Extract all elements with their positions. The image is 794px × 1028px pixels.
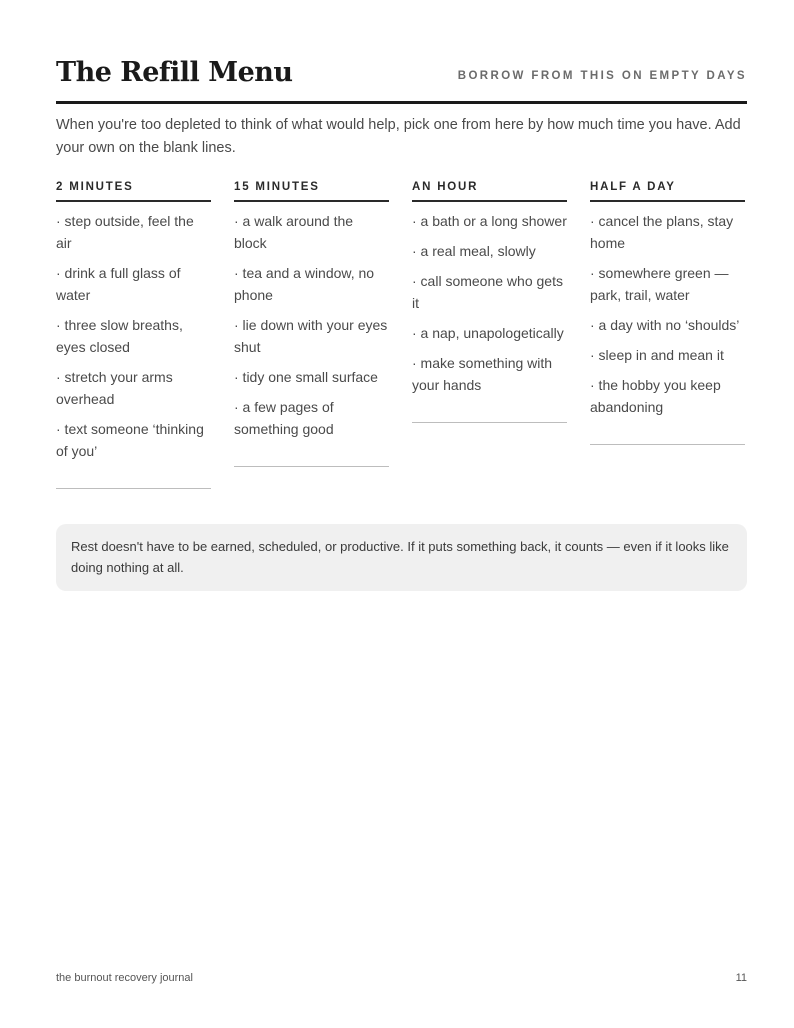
page-number: 11 <box>735 972 747 984</box>
blank-write-in-line <box>590 444 745 445</box>
list-item: · cancel the plans, stay home <box>590 213 734 251</box>
list-item: · somewhere green — park, trail, water <box>590 265 729 303</box>
column-2-minutes <box>56 178 211 489</box>
list-item: · a few pages of something good <box>234 399 334 437</box>
blank-write-in-line <box>412 422 567 423</box>
blank-write-in-line <box>56 488 211 489</box>
list-item: · three slow breaths, eyes closed <box>56 317 183 355</box>
list-item: · stretch your arms overhead <box>56 369 173 407</box>
footer-book-title: the burnout recovery journal <box>56 972 193 984</box>
list-item: · step outside, feel the air <box>56 213 194 251</box>
list-item: · the hobby you keep abandoning <box>590 377 721 415</box>
page-header <box>56 52 747 104</box>
page-subtitle: BORROW FROM THIS ON EMPTY DAYS <box>457 70 747 82</box>
item-list <box>412 202 567 396</box>
list-item: · sleep in and mean it <box>590 347 724 363</box>
page-title: The Refill Menu <box>56 57 293 88</box>
list-item: · a real meal, slowly <box>412 243 536 259</box>
list-item: · a day with no ‘shoulds’ <box>590 317 740 333</box>
list-item: · lie down with your eyes shut <box>234 317 388 355</box>
column-half-a-day <box>590 178 745 489</box>
list-item: · tidy one small surface <box>234 369 378 385</box>
item-list <box>234 202 389 440</box>
column-an-hour <box>412 178 567 489</box>
rest-note-callout: Rest doesn't have to be earned, scheduled, or productive. If it puts something back, it counts — even if it looks like doing nothing at all. <box>56 524 747 591</box>
list-item: · drink a full glass of water <box>56 265 181 303</box>
blank-write-in-line <box>234 466 389 467</box>
item-list <box>590 202 745 418</box>
item-list <box>56 202 211 462</box>
column-heading: 2 MINUTES <box>56 178 211 202</box>
journal-page <box>56 0 747 1028</box>
column-heading: HALF A DAY <box>590 178 745 202</box>
column-heading: 15 MINUTES <box>234 178 389 202</box>
refill-columns <box>56 178 747 489</box>
list-item: · a nap, unapologetically <box>412 325 564 341</box>
list-item: · make something with your hands <box>412 355 553 393</box>
list-item: · a bath or a long shower <box>412 213 567 229</box>
column-15-minutes <box>234 178 389 489</box>
list-item: · a walk around the block <box>234 213 354 251</box>
list-item: · text someone ‘thinking of you’ <box>56 421 204 459</box>
list-item: · tea and a window, no phone <box>234 265 375 303</box>
column-heading: AN HOUR <box>412 178 567 202</box>
intro-text: When you're too depleted to think of what would help, pick one from here by how much time you have. Add your own on the blank lines. <box>56 117 741 156</box>
list-item: · call someone who gets it <box>412 273 563 311</box>
